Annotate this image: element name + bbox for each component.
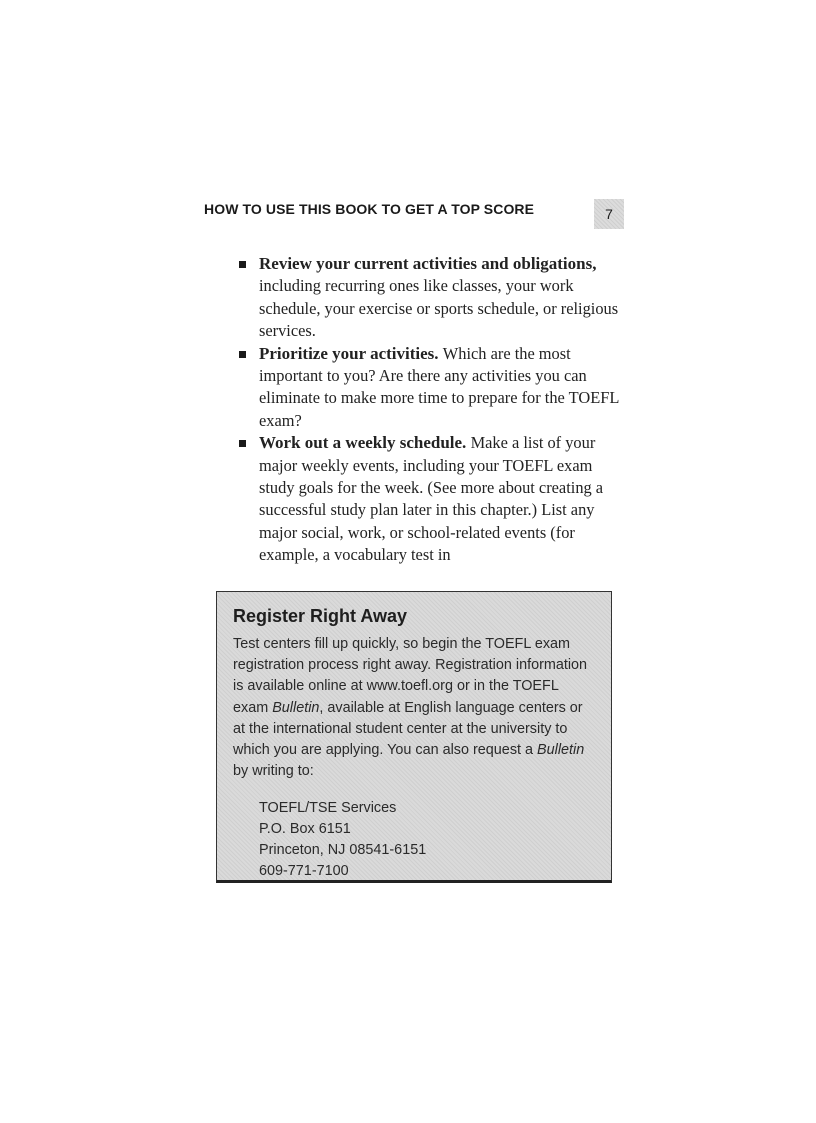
sidebar-body	[233, 634, 597, 782]
square-bullet-icon	[239, 440, 246, 447]
address-line: Princeton, NJ 08541-6151	[259, 842, 427, 859]
running-head-title: HOW TO USE THIS BOOK TO GET A TOP SCORE	[204, 201, 535, 217]
address-line: P.O. Box 6151	[259, 821, 351, 838]
square-bullet-icon	[239, 261, 246, 268]
bulletin-title: Bulletin	[537, 742, 585, 759]
tip-text: including recurring ones like classes, your work schedule, your exercise or sports schedule, or religious services.	[259, 276, 619, 341]
list-item	[236, 253, 626, 343]
tip-heading: Review your current activities and obligations,	[259, 254, 597, 273]
mailing-address	[233, 798, 597, 882]
tip-heading: Prioritize your activities.	[259, 343, 443, 363]
sidebar-body-text: Test centers fill up quickly, so begin the TOEFL exam registration process right away. Registration information is available online at www.toefl.org or in the TOEFL exam	[233, 636, 588, 716]
tip-list	[236, 253, 626, 567]
page-number: 7	[594, 199, 624, 229]
register-sidebar	[216, 591, 612, 883]
list-item	[236, 432, 626, 566]
sidebar-body-text: by writing to:	[233, 763, 314, 780]
tip-heading: Work out a weekly schedule.	[259, 433, 471, 453]
running-head	[204, 199, 624, 229]
sidebar-body-text: , available at English language centers or at the international student center at the university to which you are applying. You can also request a	[233, 699, 583, 759]
sidebar-title: Register Right Away	[233, 606, 408, 626]
address-line: TOEFL/TSE Services	[259, 800, 397, 817]
bulletin-title: Bulletin	[272, 699, 320, 716]
square-bullet-icon	[239, 351, 246, 358]
tip-text: Make a list of your major weekly events, including your TOEFL exam study goals for the week. (See more about creating a successful study plan later in this chapter.) List any major social, work, or school-related events (for example, a vocabulary test in	[259, 433, 604, 565]
phone-number: 609-771-7100	[259, 863, 349, 880]
list-item	[236, 343, 626, 433]
tip-text: Which are the most important to you? Are there any activities you can eliminate to make more time to prepare for the TOEFL exam?	[259, 343, 619, 430]
